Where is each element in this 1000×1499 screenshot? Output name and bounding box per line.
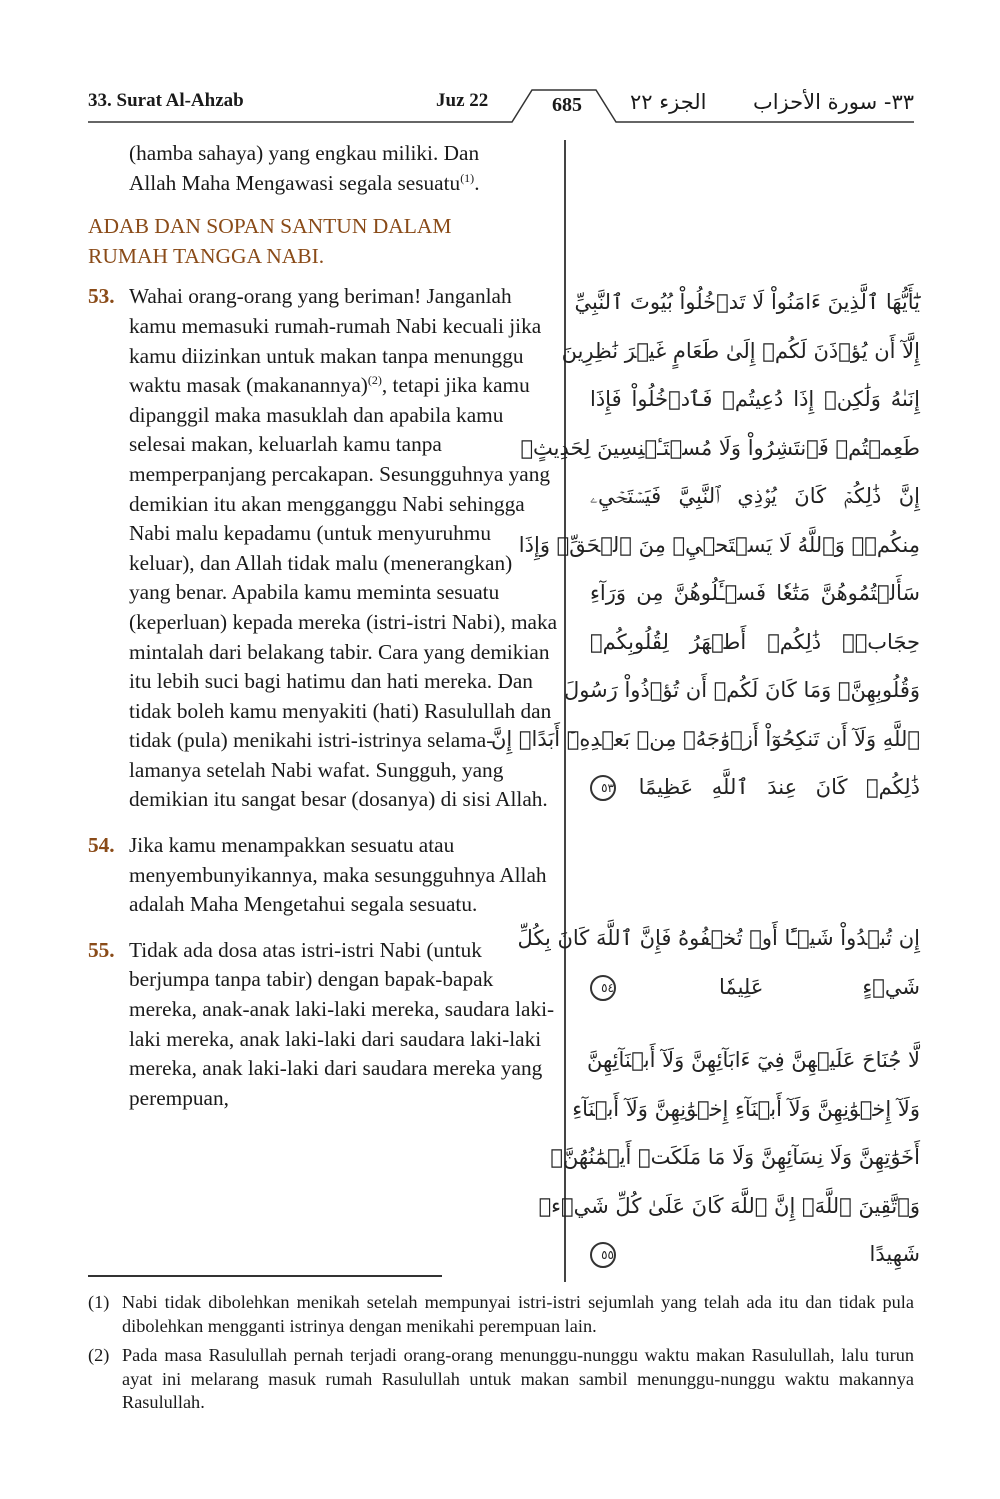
translation-column <box>88 139 558 1113</box>
footnote-2 <box>88 1344 914 1415</box>
footnote-number: (1) <box>88 1292 110 1312</box>
page-header <box>88 86 914 126</box>
continuation-text: (hamba sahaya) yang engkau miliki. Dan Allah Maha Mengawasi segala sesuatu$^{(1)}$. <box>129 141 480 195</box>
surah-title-latin: 33. Surat Al-Ahzab <box>88 90 244 111</box>
arabic-verse-55: لَّا جُنَاحَ عَلَيۡهِنَّ فِيٓ ءَابَآئِهِنَّ وَلَآ أَبۡنَآئِهِنَّ وَلَآ إِخۡوَٰنِهِنَّ وَلَآ أَبۡنَآءِ إِخۡوَٰنِهِنَّ وَلَآ أَبۡنَآءِ أَخَوَٰتِهِنَّ وَلَا نِسَآئِهِنَّ وَلَا مَا مَلَكَتۡ أَيۡمَٰنُهُنَّۗ وَٱتَّقِينَ ٱللَّهَۚ إِنَّ ٱللَّهَ كَانَ عَلَىٰ كُلِّ شَيۡءٖ شَهِيدًا ٥٥ <box>538 1048 920 1266</box>
verse-53-translation <box>88 282 558 815</box>
juz-label-latin: Juz 22 <box>436 90 489 111</box>
page-number: 685 <box>552 94 582 116</box>
continuation-line1: (hamba sahaya) yang engkau miliki. Dan <box>129 141 480 165</box>
verse-end-marker: ٥٣ <box>590 775 616 801</box>
footnotes <box>88 1291 914 1421</box>
verse-text-b: , tetapi jika kamu dipanggil maka masuklah dan apabila kamu selesai makan, keluarlah kamu tanpa memperpanjang percakapan. Sesungguhnya yang demikian itu akan mengganggu Nabi sehingga Nabi malu kepadamu (untuk menyuruhmu keluar), dan Allah tidak malu (menerangkan) yang benar. Apabila kamu meminta sesuatu (keperluan) kepada mereka (istri-istri Nabi), maka mintalah dari belakang tabir. Cara yang demikian itu lebih suci bagi hatimu dan hati mereka. Dan tidak boleh kamu menyakiti (hati) Rasulullah dan tidak (pula) menikahi istri-istrinya selama-lamanya setelah Nabi wafat. Sungguh, yang demikian itu sangat besar (dosanya) di sisi Allah. <box>129 373 558 812</box>
footnote-ref-1[interactable]: (1) <box>460 170 475 185</box>
footnote-rule <box>88 1275 442 1277</box>
verse-54-translation <box>88 831 558 920</box>
footnote-text: Nabi tidak dibolehkan menikah setelah mempunyai istri-istri sejumlah yang telah ada itu dan tidak pula dibolehkan mengganti istrinya dengan menikahi perempuan lain. <box>122 1292 914 1336</box>
footnote-ref-2[interactable]: (2) <box>367 373 382 388</box>
verse-end-marker: ٥٤ <box>590 975 616 1001</box>
section-heading-line2: RUMAH TANGGA NABI. <box>88 243 325 268</box>
verse-number: 53. <box>88 284 115 309</box>
section-heading <box>88 212 558 271</box>
juz-label-arabic: الجزء ٢٢ <box>630 90 707 114</box>
surah-title-arabic: ٣٣- سورة الأحزاب <box>752 90 914 114</box>
footnote-number: (2) <box>88 1345 110 1366</box>
footnote-1 <box>88 1291 914 1338</box>
verse-end-marker: ٥٥ <box>590 1242 616 1268</box>
verse-number: 54. <box>88 833 115 858</box>
verse-55-translation <box>88 936 558 1114</box>
arabic-verse-54: إِن تُبۡدُواْ شَيۡـًٔا أَوۡ تُخۡفُوهُ فَإِنَّ ٱللَّهَ كَانَ بِكُلِّ شَيۡءٍ عَلِيمٗا ٥٤ <box>517 926 920 999</box>
verse-text: Tidak ada dosa atas istri-istri Nabi (untuk berjumpa tanpa tabir) dengan bapak-bapak mereka, anak-anak laki-laki mereka, saudara laki-laki mereka, anak laki-laki dari saudara laki-laki mereka, anak laki-laki dari saudara mereka yang perempuan, <box>129 937 555 1110</box>
verse-text: Jika kamu menampakkan sesuatu atau menyembunyikannya, maka sesungguhnya Allah adalah Maha Mengetahui segala sesuatu. <box>129 833 547 917</box>
verse-number: 55. <box>88 937 115 962</box>
continuation-line2: Allah Maha Mengawasi segala sesuatu <box>129 170 461 195</box>
footnote-text: Pada masa Rasulullah pernah terjadi orang-orang menunggu-nunggu waktu makan Rasulullah, lalu turun ayat ini melarang masuk rumah Rasulullah untuk makan sambil menunggu-nunggu waktu makannya Rasulullah. <box>122 1345 914 1413</box>
section-heading-line1: ADAB DAN SOPAN SANTUN DALAM <box>88 214 452 239</box>
verse-text-a: Wahai orang-orang yang beriman! Janganlah kamu memasuki rumah-rumah Nabi kecuali jika kamu diizinkan untuk makan tanpa menunggu waktu masak (makanannya) <box>129 284 542 398</box>
arabic-verse-53: يَٰٓأَيُّهَا ٱلَّذِينَ ءَامَنُواْ لَا تَدۡخُلُواْ بُيُوتَ ٱلنَّبِيِّ إِلَّآ أَن يُؤۡذَنَ لَكُمۡ إِلَىٰ طَعَامٍ غَيۡرَ نَٰظِرِينَ إِنَىٰهُ وَلَٰكِنۡ إِذَا دُعِيتُمۡ فَٱدۡخُلُواْ فَإِذَا طَعِمۡتُمۡ فَٱنتَشِرُواْ وَلَا مُسۡتَـٔۡنِسِينَ لِحَدِيثٍۚ إِنَّ ذَٰلِكُمۡ كَانَ يُؤۡذِي ٱلنَّبِيَّ فَيَسۡتَحۡيِۦ مِنكُمۡۖ وَٱللَّهُ لَا يَسۡتَحۡيِۦ مِنَ ٱلۡحَقِّۚ وَإِذَا سَأَلۡتُمُوهُنَّ مَتَٰعٗا فَسۡـَٔلُوهُنَّ مِن وَرَآءِ حِجَابٖۚ ذَٰلِكُمۡ أَطۡهَرُ لِقُلُوبِكُمۡ وَقُلُوبِهِنَّۚ وَمَا كَانَ لَكُمۡ أَن تُؤۡذُواْ رَسُولَ ٱللَّهِ وَلَآ أَن تَنكِحُوٓاْ أَزۡوَٰجَهُۥ مِنۢ بَعۡدِهِۦٓ أَبَدًاۚ إِنَّ ذَٰلِكُمۡ كَانَ عِندَ ٱللَّهِ عَظِيمًا ٥٣ <box>490 290 920 799</box>
